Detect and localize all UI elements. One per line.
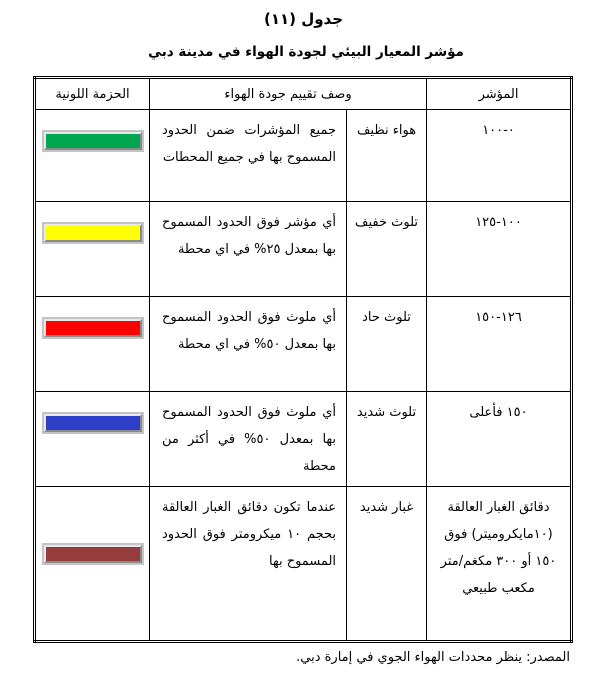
color-band-cell: [35, 487, 150, 642]
header-index: المؤشر: [427, 78, 572, 110]
index-range-cell: ١٢٦-١٥٠: [427, 297, 572, 392]
description-cell: أي ملوث فوق الحدود المسموح بها بمعدل ٥٠% في اي محطة: [150, 297, 347, 392]
category-cell: تلوث حاد: [347, 297, 427, 392]
category-cell: تلوث شديد: [347, 392, 427, 487]
table-row: [35, 392, 572, 487]
description-cell: أي ملوث فوق الحدود المسموح بها بمعدل ٥٠% في أكثر من محطة: [150, 392, 347, 487]
index-range-cell: دقائق الغبار العالقة (١٠مايكروميتر) فوق ١٥٠ أو ٣٠٠ مكغم/متر مكعب طبيعي: [427, 487, 572, 642]
description-cell: جميع المؤشرات ضمن الحدود المسموح بها في جميع المحطات: [150, 110, 347, 202]
description-cell: عندما تكون دقائق الغبار العالقة بحجم ١٠ ميكرومتر فوق الحدود المسموح بها: [150, 487, 347, 642]
color-band-swatch: [44, 132, 142, 150]
category-cell: غبار شديد: [347, 487, 427, 642]
table-row: [35, 487, 572, 642]
index-range-cell: ٠-١٠٠: [427, 110, 572, 202]
color-band-swatch: [44, 319, 142, 337]
color-band-cell: [35, 392, 150, 487]
table-row: [35, 110, 572, 202]
table-header-row: [35, 78, 572, 110]
color-band-cell: [35, 297, 150, 392]
color-band-swatch: [44, 545, 142, 563]
color-band-cell: [35, 110, 150, 202]
header-description: وصف تقييم جودة الهواء: [150, 78, 427, 110]
table-caption: مؤشر المعيار البيئي لجودة الهواء في مدينة دبي: [148, 44, 464, 60]
category-cell: تلوث خفيف: [347, 202, 427, 297]
source-note: المصدر: ينظر محددات الهواء الجوي في إمارة دبي.: [296, 650, 570, 665]
color-band-swatch: [44, 224, 142, 242]
table-row: [35, 297, 572, 392]
category-cell: هواء نظيف: [347, 110, 427, 202]
air-quality-index-table: [33, 76, 573, 643]
color-band-swatch: [44, 414, 142, 432]
table-row: [35, 202, 572, 297]
index-range-cell: ١٠٠-١٢٥: [427, 202, 572, 297]
description-cell: أي مؤشر فوق الحدود المسموح بها بمعدل ٢٥% في اي محطة: [150, 202, 347, 297]
color-band-cell: [35, 202, 150, 297]
header-color-band: الحزمة اللونية: [35, 78, 150, 110]
index-range-cell: ١٥٠ فأعلى: [427, 392, 572, 487]
table-number-title: جدول (١١): [263, 10, 344, 28]
